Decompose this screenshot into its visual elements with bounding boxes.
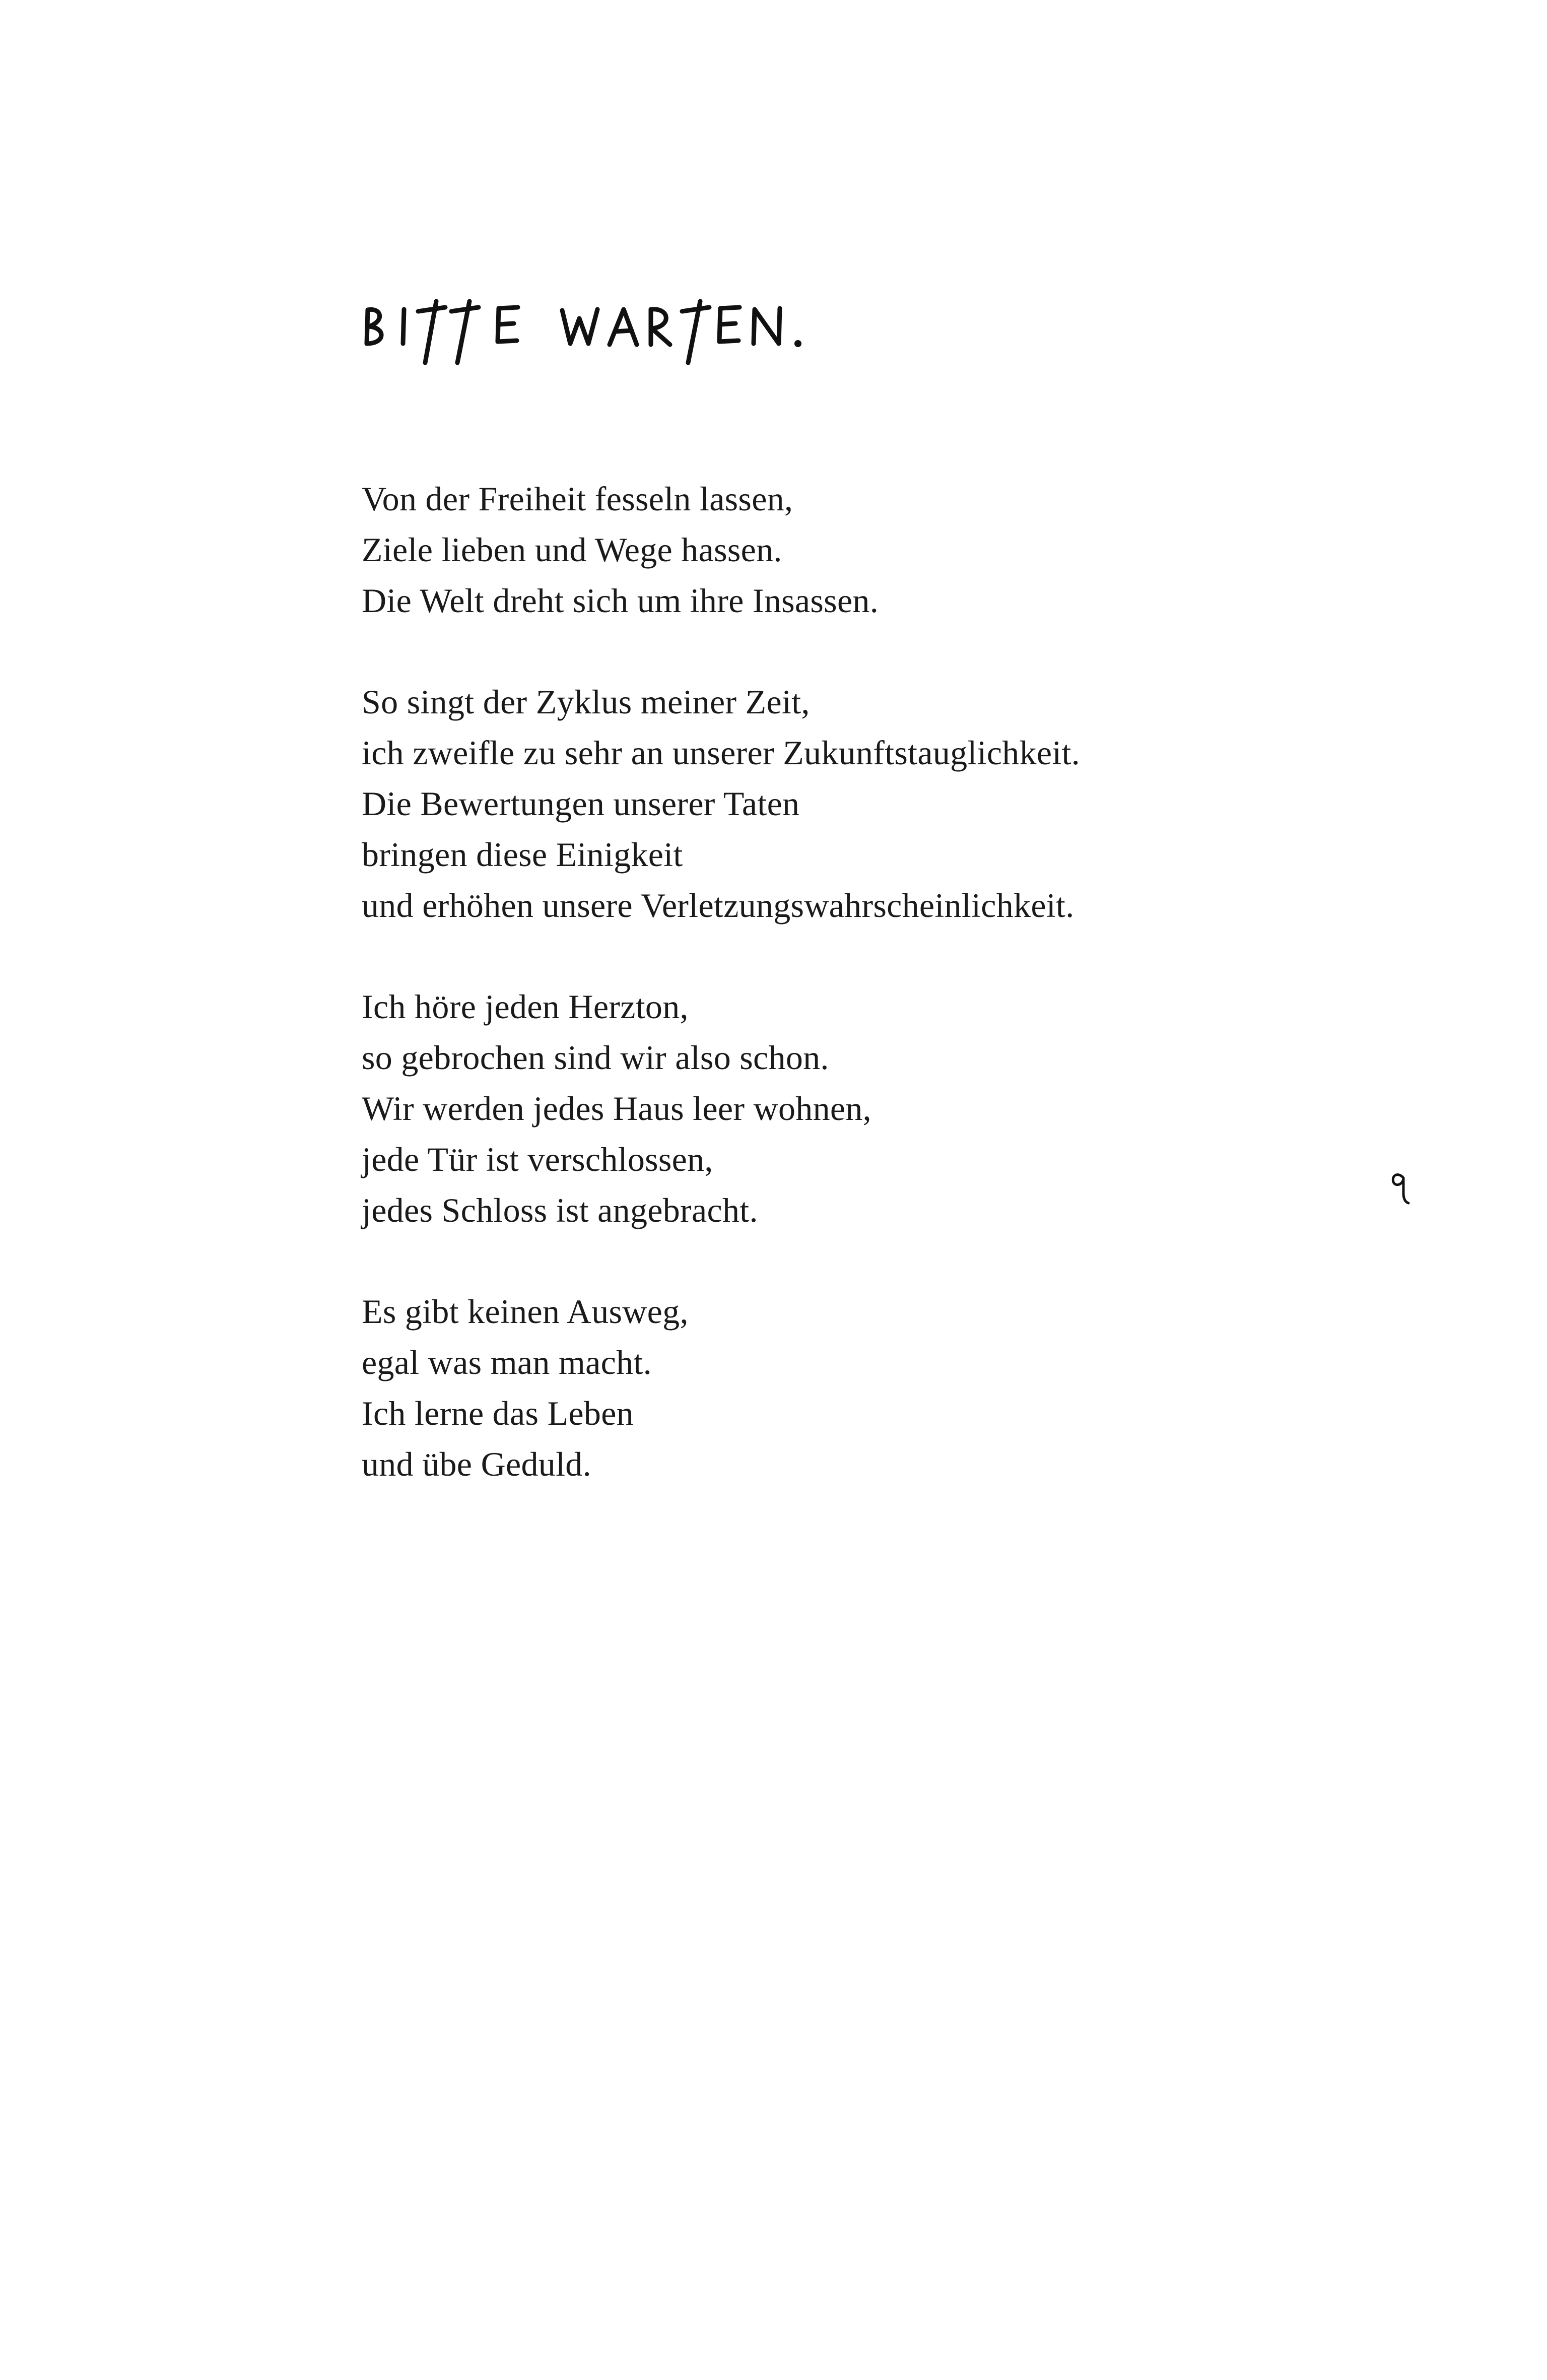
poem-line: Die Welt dreht sich um ihre Insassen. bbox=[362, 581, 879, 620]
poem-line: Ich höre jeden Herzton, bbox=[362, 987, 689, 1026]
poem-line: so gebrochen sind wir also schon. bbox=[362, 1038, 829, 1077]
poem-line: jedes Schloss ist angebracht. bbox=[362, 1191, 758, 1229]
poem-line: egal was man macht. bbox=[362, 1343, 652, 1381]
poem-line: und erhöhen unsere Verletzungswahrscheinlichkeit. bbox=[362, 886, 1074, 924]
poem-title-handwritten bbox=[362, 287, 891, 370]
page-number-handwritten bbox=[1388, 1168, 1414, 1208]
poem-line: Die Bewertungen unserer Taten bbox=[362, 784, 800, 823]
poem-line: und übe Geduld. bbox=[362, 1445, 591, 1483]
poem-line: Ziele lieben und Wege hassen. bbox=[362, 531, 782, 569]
stanza bbox=[362, 1286, 1319, 1490]
poem-line: jede Tür ist verschlossen, bbox=[362, 1140, 713, 1178]
stanza bbox=[362, 677, 1319, 931]
poem-body bbox=[362, 474, 1319, 1540]
poem-line: bringen diese Einigkeit bbox=[362, 835, 683, 874]
handwritten-title-drawing bbox=[362, 287, 891, 370]
stanza bbox=[362, 474, 1319, 626]
poem-line: Ich lerne das Leben bbox=[362, 1394, 634, 1432]
poem-line: Es gibt keinen Ausweg, bbox=[362, 1292, 689, 1331]
poem-line: Wir werden jedes Haus leer wohnen, bbox=[362, 1089, 871, 1128]
poem-line: ich zweifle zu sehr an unserer Zukunftstauglichkeit. bbox=[362, 734, 1081, 772]
handwritten-page-number-drawing bbox=[1388, 1168, 1414, 1208]
poem-line: Von der Freiheit fesseln lassen, bbox=[362, 480, 793, 518]
stanza bbox=[362, 981, 1319, 1236]
poem-line: So singt der Zyklus meiner Zeit, bbox=[362, 683, 810, 721]
